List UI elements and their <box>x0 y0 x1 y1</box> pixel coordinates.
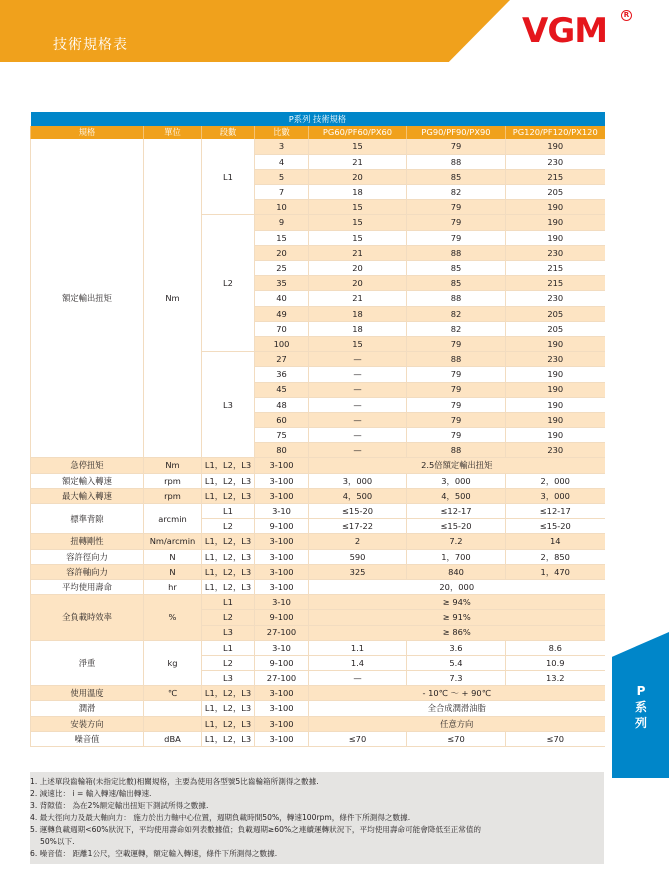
row-label-temperature: 使用溫度 <box>31 686 144 701</box>
table-row: 淨重 kg L1 3-10 1.1 3.6 8.6 <box>31 640 605 655</box>
torque-value-cell: 21 <box>309 245 407 260</box>
torque-value-cell: 190 <box>506 215 605 230</box>
ratio-cell: 80 <box>255 443 309 458</box>
torque-value-cell: 205 <box>506 321 605 336</box>
torque-value-cell: 230 <box>506 245 605 260</box>
ratio-cell: 3 <box>255 139 309 154</box>
torque-value-cell: 82 <box>407 306 506 321</box>
ratio-cell: 27 <box>255 352 309 367</box>
table-row: 急停扭矩 Nm L1，L2，L3 3-100 2.5倍額定輸出扭矩 <box>31 458 605 473</box>
torque-value-cell: 205 <box>506 306 605 321</box>
row-label-axial: 容許軸向力 <box>31 564 144 579</box>
ratio-cell: 15 <box>255 230 309 245</box>
torque-value-cell: 85 <box>407 169 506 184</box>
torque-value-cell: 230 <box>506 154 605 169</box>
torque-value-cell: 20 <box>309 169 407 184</box>
torque-value-cell: 88 <box>407 443 506 458</box>
col-header-spec: 規格 <box>31 126 144 139</box>
ratio-cell: 9 <box>255 215 309 230</box>
note-item: 6. 噪音值： 距離1公尺，空載運轉，額定輸入轉速，條件下所測得之數據. <box>30 849 278 858</box>
torque-value-cell: 15 <box>309 336 407 351</box>
torque-value-cell: 230 <box>506 443 605 458</box>
row-label-emergency: 急停扭矩 <box>31 458 144 473</box>
ratio-cell: 10 <box>255 200 309 215</box>
table-row: 全負載時效率 % L1 3-10 ≥ 94% <box>31 595 605 610</box>
note-item: 5. 運轉負載週期<60%狀況下，平均使用壽命如列表數據值；負載週期≥60%之連續運轉狀況下，平均使用壽命可能會降低至正常值的 <box>30 825 482 834</box>
torque-value-cell: 82 <box>407 185 506 200</box>
other-specs-section <box>31 458 605 747</box>
torque-value-cell: — <box>309 397 407 412</box>
torque-value-cell: 190 <box>506 412 605 427</box>
row-label-noise: 噪音值 <box>31 731 144 746</box>
row-label-radial: 容許徑向力 <box>31 549 144 564</box>
torque-value-cell: 79 <box>407 215 506 230</box>
registered-mark-icon: R <box>621 10 632 21</box>
torque-value-cell: 230 <box>506 291 605 306</box>
table-row: L2 9-100 ≤17-22 ≤15-20 ≤15-20 <box>31 519 605 534</box>
row-label-stiffness: 扭轉剛性 <box>31 534 144 549</box>
torque-value-cell: 15 <box>309 139 407 154</box>
torque-section <box>31 139 605 458</box>
table-row: L3 27-100 — 7.3 13.2 <box>31 671 605 686</box>
torque-value-cell: 190 <box>506 336 605 351</box>
row-label-max-speed: 最大輸入轉速 <box>31 488 144 503</box>
torque-value-cell: 18 <box>309 185 407 200</box>
torque-value-cell: 205 <box>506 185 605 200</box>
torque-value-cell: — <box>309 382 407 397</box>
torque-value-cell: 88 <box>407 291 506 306</box>
torque-value-cell: 79 <box>407 382 506 397</box>
torque-value-cell: 230 <box>506 352 605 367</box>
torque-value-cell: 79 <box>407 412 506 427</box>
torque-value-cell: 15 <box>309 200 407 215</box>
torque-value-cell: 15 <box>309 230 407 245</box>
table-row: 額定輸入轉速 rpm L1，L2，L3 3-100 3，000 3，000 2，000 <box>31 473 605 488</box>
table-title: P系列 技術規格 <box>31 112 605 126</box>
torque-value-cell: 88 <box>407 154 506 169</box>
ratio-cell: 40 <box>255 291 309 306</box>
col-header-ratio: 比數 <box>255 126 309 139</box>
table-row: 容許徑向力 N L1，L2，L3 3-100 590 1，700 2，850 <box>31 549 605 564</box>
table-row: L2 9-100 1.4 5.4 10.9 <box>31 655 605 670</box>
torque-value-cell: 21 <box>309 154 407 169</box>
ratio-cell: 49 <box>255 306 309 321</box>
ratio-cell: 20 <box>255 245 309 260</box>
col-header-pg60: PG60/PF60/PX60 <box>309 126 407 139</box>
row-label-weight: 淨重 <box>31 640 144 686</box>
ratio-cell: 35 <box>255 276 309 291</box>
table-row: 潤滑 L1，L2，L3 3-100 全合成潤滑油脂 <box>31 701 605 716</box>
note-item-continuation: 50%以下. <box>40 837 75 846</box>
torque-value-cell: 190 <box>506 428 605 443</box>
row-label-torque: 額定輸出扭矩 <box>31 139 144 458</box>
ratio-cell: 100 <box>255 336 309 351</box>
notes-box <box>30 772 604 864</box>
torque-value-cell: 79 <box>407 139 506 154</box>
torque-value-cell: 21 <box>309 291 407 306</box>
torque-value-cell: 85 <box>407 261 506 276</box>
torque-value-cell: 79 <box>407 200 506 215</box>
torque-value-cell: 215 <box>506 169 605 184</box>
torque-value-cell: 88 <box>407 245 506 260</box>
table-row: 扭轉剛性 Nm/arcmin L1，L2，L3 3-100 2 7.2 14 <box>31 534 605 549</box>
note-item: 3. 背隙值： 為在2%額定輸出扭矩下測試所得之數據. <box>30 801 209 810</box>
table-row: 安裝方向 L1，L2，L3 3-100 任意方向 <box>31 716 605 731</box>
torque-value-cell: 15 <box>309 215 407 230</box>
stage-cell: L2 <box>202 215 255 352</box>
table-row: 平均使用壽命 hr L1，L2，L3 3-100 20，000 <box>31 579 605 594</box>
ratio-cell: 75 <box>255 428 309 443</box>
table-row: 使用溫度 ℃ L1，L2，L3 3-100 - 10℃ ～ + 90℃ <box>31 686 605 701</box>
torque-value-cell: 215 <box>506 276 605 291</box>
vgm-logo: VGM <box>522 11 608 51</box>
torque-value-cell: 20 <box>309 261 407 276</box>
torque-value-cell: 85 <box>407 276 506 291</box>
ratio-cell: 48 <box>255 397 309 412</box>
page-title: 技術規格表 <box>53 37 128 53</box>
torque-value-cell: 18 <box>309 306 407 321</box>
torque-unit: Nm <box>144 139 202 458</box>
row-label-mounting: 安裝方向 <box>31 716 144 731</box>
table-row: L3 27-100 ≥ 86% <box>31 625 605 640</box>
ratio-cell: 5 <box>255 169 309 184</box>
col-header-pg120: PG120/PF120/PX120 <box>506 126 605 139</box>
table-row: 噪音值 dBA L1，L2，L3 3-100 ≤70 ≤70 ≤70 <box>31 731 605 746</box>
table-row: 最大輸入轉速 rpm L1，L2，L3 3-100 4，500 4，500 3，000 <box>31 488 605 503</box>
torque-value-cell: 190 <box>506 139 605 154</box>
ratio-cell: 60 <box>255 412 309 427</box>
note-item: 1. 上述單段齒輪箱(未指定比數)相關規格，主要為使用各型號5比齒輪箱所測得之數據. <box>30 777 319 786</box>
row-label-backlash: 標準背隙 <box>31 504 144 534</box>
col-header-pg90: PG90/PF90/PX90 <box>407 126 506 139</box>
torque-value-cell: 79 <box>407 230 506 245</box>
table-header-row <box>31 126 605 139</box>
ratio-cell: 70 <box>255 321 309 336</box>
torque-value-cell: 79 <box>407 428 506 443</box>
torque-value-cell: 215 <box>506 261 605 276</box>
torque-value-cell: — <box>309 443 407 458</box>
note-item: 2. 減速比： i = 輸入轉速/輸出轉速. <box>30 789 152 798</box>
torque-value-cell: 82 <box>407 321 506 336</box>
row-label-efficiency: 全負載時效率 <box>31 595 144 641</box>
table-row <box>31 139 605 154</box>
stage-cell: L1 <box>202 139 255 215</box>
col-header-unit: 單位 <box>144 126 202 139</box>
ratio-cell: 4 <box>255 154 309 169</box>
torque-value-cell: 190 <box>506 397 605 412</box>
col-header-stage: 段數 <box>202 126 255 139</box>
torque-value-cell: — <box>309 352 407 367</box>
torque-value-cell: 20 <box>309 276 407 291</box>
spec-table <box>30 112 605 747</box>
ratio-cell: 25 <box>255 261 309 276</box>
torque-value-cell: 190 <box>506 230 605 245</box>
table-row: 容許軸向力 N L1，L2，L3 3-100 325 840 1，470 <box>31 564 605 579</box>
stage-cell: L3 <box>202 352 255 458</box>
row-label-life: 平均使用壽命 <box>31 579 144 594</box>
row-label-rated-speed: 額定輸入轉速 <box>31 473 144 488</box>
torque-value-cell: 79 <box>407 397 506 412</box>
table-row: L2 9-100 ≥ 91% <box>31 610 605 625</box>
torque-value-cell: 79 <box>407 367 506 382</box>
torque-value-cell: 190 <box>506 382 605 397</box>
torque-value-cell: 190 <box>506 200 605 215</box>
torque-value-cell: 190 <box>506 367 605 382</box>
ratio-cell: 45 <box>255 382 309 397</box>
note-item: 4. 最大徑向力及最大軸向力： 施力於出力軸中心位置，週期負載時間50%，轉速100rpm，條件下所測得之數據. <box>30 813 411 822</box>
torque-value-cell: — <box>309 412 407 427</box>
torque-value-cell: 18 <box>309 321 407 336</box>
ratio-cell: 7 <box>255 185 309 200</box>
torque-value-cell: 88 <box>407 352 506 367</box>
torque-value-cell: 79 <box>407 336 506 351</box>
row-label-lubrication: 潤滑 <box>31 701 144 716</box>
table-row: 標準背隙 arcmin L1 3-10 ≤15-20 ≤12-17 ≤12-17 <box>31 504 605 519</box>
ratio-cell: 36 <box>255 367 309 382</box>
torque-value-cell: — <box>309 428 407 443</box>
torque-value-cell: — <box>309 367 407 382</box>
side-tab-label: P 系 列 <box>634 684 647 730</box>
